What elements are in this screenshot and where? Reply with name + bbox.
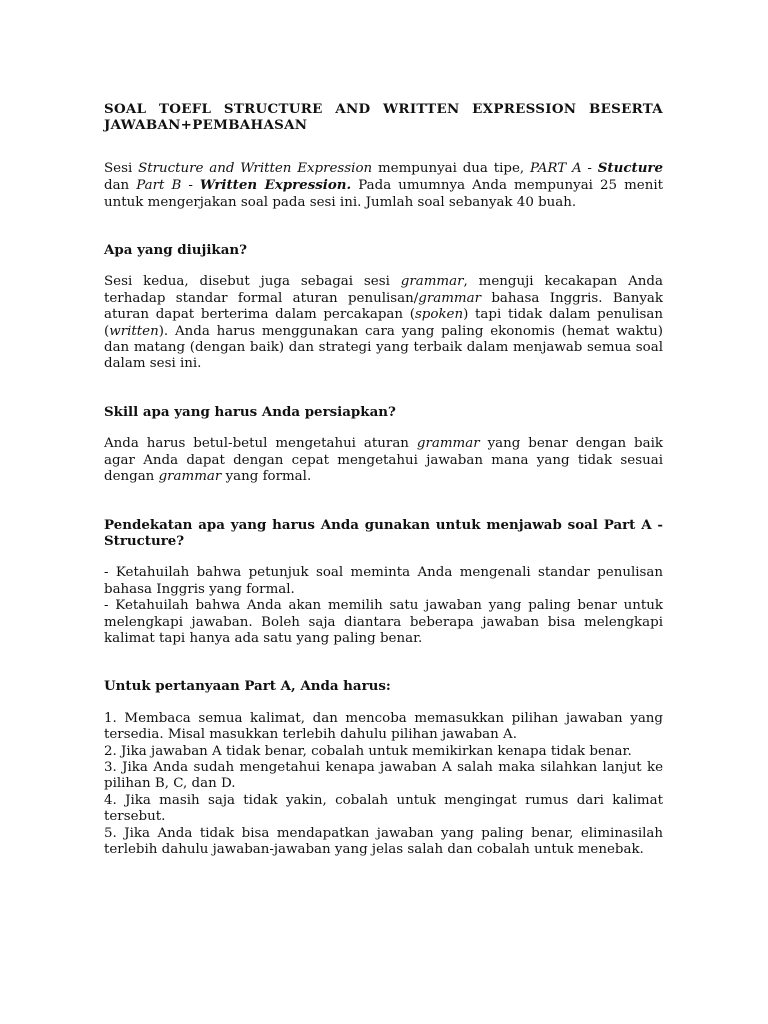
document-title-line2: JAWABAN+PEMBAHASAN: [104, 117, 308, 134]
section-heading-part-a-steps: Untuk pertanyaan Part A, Anda harus:: [104, 678, 391, 695]
list-item: 2. Jika jawaban A tidak benar, cobalah untuk memikirkan kenapa tidak benar.: [104, 743, 632, 759]
section-heading-approach: Pendekatan apa yang harus Anda gunakan untuk menjawab soal Part A - Structure?: [104, 516, 663, 549]
section-paragraph-skills: Anda harus betul-betul mengetahui aturan grammar yang benar dengan baik agar Anda dapat dengan cepat mengetahui jawaban mana yang tidak sesuai dengan grammar yang formal.: [104, 436, 663, 485]
list-item: 3. Jika Anda sudah mengetahui kenapa jawaban A salah maka silahkan lanjut ke pilihan B, C, dan D.: [104, 759, 663, 792]
list-item: 5. Jika Anda tidak bisa mendapatkan jawaban yang paling benar, eliminasilah terlebih dahulu jawaban-jawaban yang jelas salah dan cobalah untuk menebak.: [104, 825, 663, 857]
list-item: - Ketahuilah bahwa petunjuk soal meminta Anda mengenali standar penulisan bahasa Inggris yang formal.: [104, 565, 663, 597]
list-item: - Ketahuilah bahwa Anda akan memilih satu jawaban yang paling benar untuk melengkapi jawaban. Boleh saja diantara beberapa jawaban bisa melengkapi kalimat tapi hanya ada satu yang paling benar.: [104, 598, 663, 646]
section-paragraph-what-is-tested: Sesi kedua, disebut juga sebagai sesi grammar, menguji kecakapan Anda terhadap standar formal aturan penulisan/grammar bahasa Inggris. Banyak aturan dapat berterima dalam percakapan (spoken) tapi tidak dalam penulisan (written). Anda harus menggunakan cara yang paling ekonomis (hemat waktu) dan matang (dengan baik) dan strategi yang terbaik dalam menjawab semua soal dalam sesi ini.: [104, 274, 663, 372]
document-title: SOAL TOEFL STRUCTURE AND WRITTEN EXPRESSION BESERTA: [104, 101, 663, 117]
section-heading-what-is-tested: Apa yang diujikan?: [104, 242, 247, 259]
list-item: 4. Jika masih saja tidak yakin, cobalah untuk mengingat rumus dari kalimat tersebut.: [104, 792, 663, 825]
section-heading-skills: Skill apa yang harus Anda persiapkan?: [104, 403, 396, 420]
intro-paragraph: Sesi Structure and Written Expression mempunyai dua tipe, PART A - Stucture dan Part B - Written Expression. Pada umumnya Anda mempunyai 25 menit untuk mengerjakan soal pada sesi ini. Jumlah soal sebanyak 40 buah.: [104, 159, 664, 210]
list-item: 1. Membaca semua kalimat, dan mencoba memasukkan pilihan jawaban yang tersedia. Misal masukkan terlebih dahulu pilihan jawaban A.: [104, 710, 663, 743]
